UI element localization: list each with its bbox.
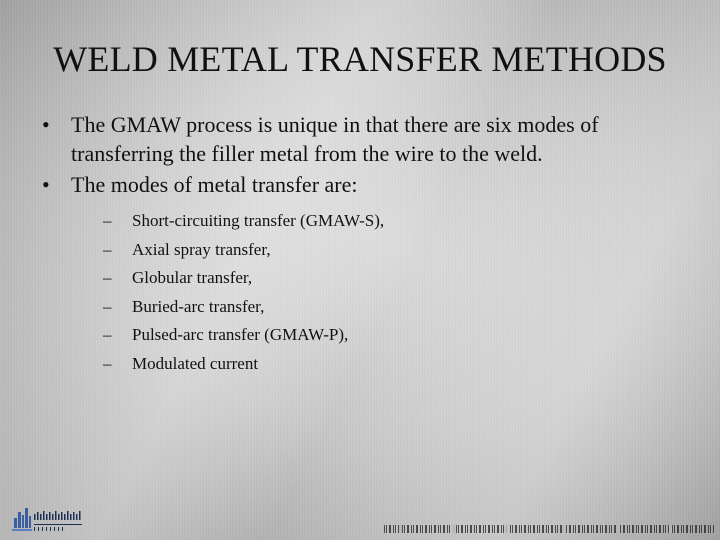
sub-bullet-item <box>71 264 692 293</box>
dash-icon: – <box>103 325 112 344</box>
sub-bullet-text: Globular transfer, <box>132 268 253 287</box>
sub-bullet-item <box>71 236 692 265</box>
dash-icon: – <box>103 268 112 287</box>
sub-bullet-text: Axial spray transfer, <box>132 239 271 259</box>
slide-title: WELD METAL TRANSFER METHODS <box>53 39 667 79</box>
sub-bullet-text: Buried-arc transfer, <box>132 296 265 316</box>
dash-icon: – <box>103 211 112 230</box>
skyline-logo-icon <box>12 504 88 534</box>
sub-bullet-text: Pulsed-arc transfer (GMAW-P), <box>132 325 349 344</box>
dash-icon: – <box>103 239 112 259</box>
bullet-icon: • <box>42 112 50 137</box>
barcode-gap <box>452 525 455 533</box>
bullet-item <box>42 110 692 168</box>
bullet-item <box>42 170 692 378</box>
bullet-text: The GMAW process is unique in that there are six modes of transferring the filler metal from the wire to the weld. <box>71 112 599 166</box>
dash-icon: – <box>103 353 112 373</box>
barcode-gap <box>617 525 620 533</box>
barcode-gap <box>505 525 508 533</box>
barcode-strip <box>384 525 714 533</box>
sub-bullet-text: Modulated current <box>132 353 259 373</box>
sub-bullet-item <box>71 207 692 236</box>
sub-bullet-list <box>71 207 692 378</box>
barcode-gap <box>669 525 672 533</box>
bullet-list <box>42 110 692 380</box>
barcode-gap <box>562 525 565 533</box>
bullet-icon: • <box>42 172 50 197</box>
sub-bullet-item <box>71 293 692 322</box>
dash-icon: – <box>103 296 112 316</box>
sub-bullet-item <box>71 321 692 350</box>
sub-bullet-text: Short-circuiting transfer (GMAW-S), <box>132 211 385 230</box>
bullet-text: The modes of metal transfer are: <box>71 172 358 197</box>
barcode-gap <box>399 525 402 533</box>
sub-bullet-item <box>71 350 692 379</box>
